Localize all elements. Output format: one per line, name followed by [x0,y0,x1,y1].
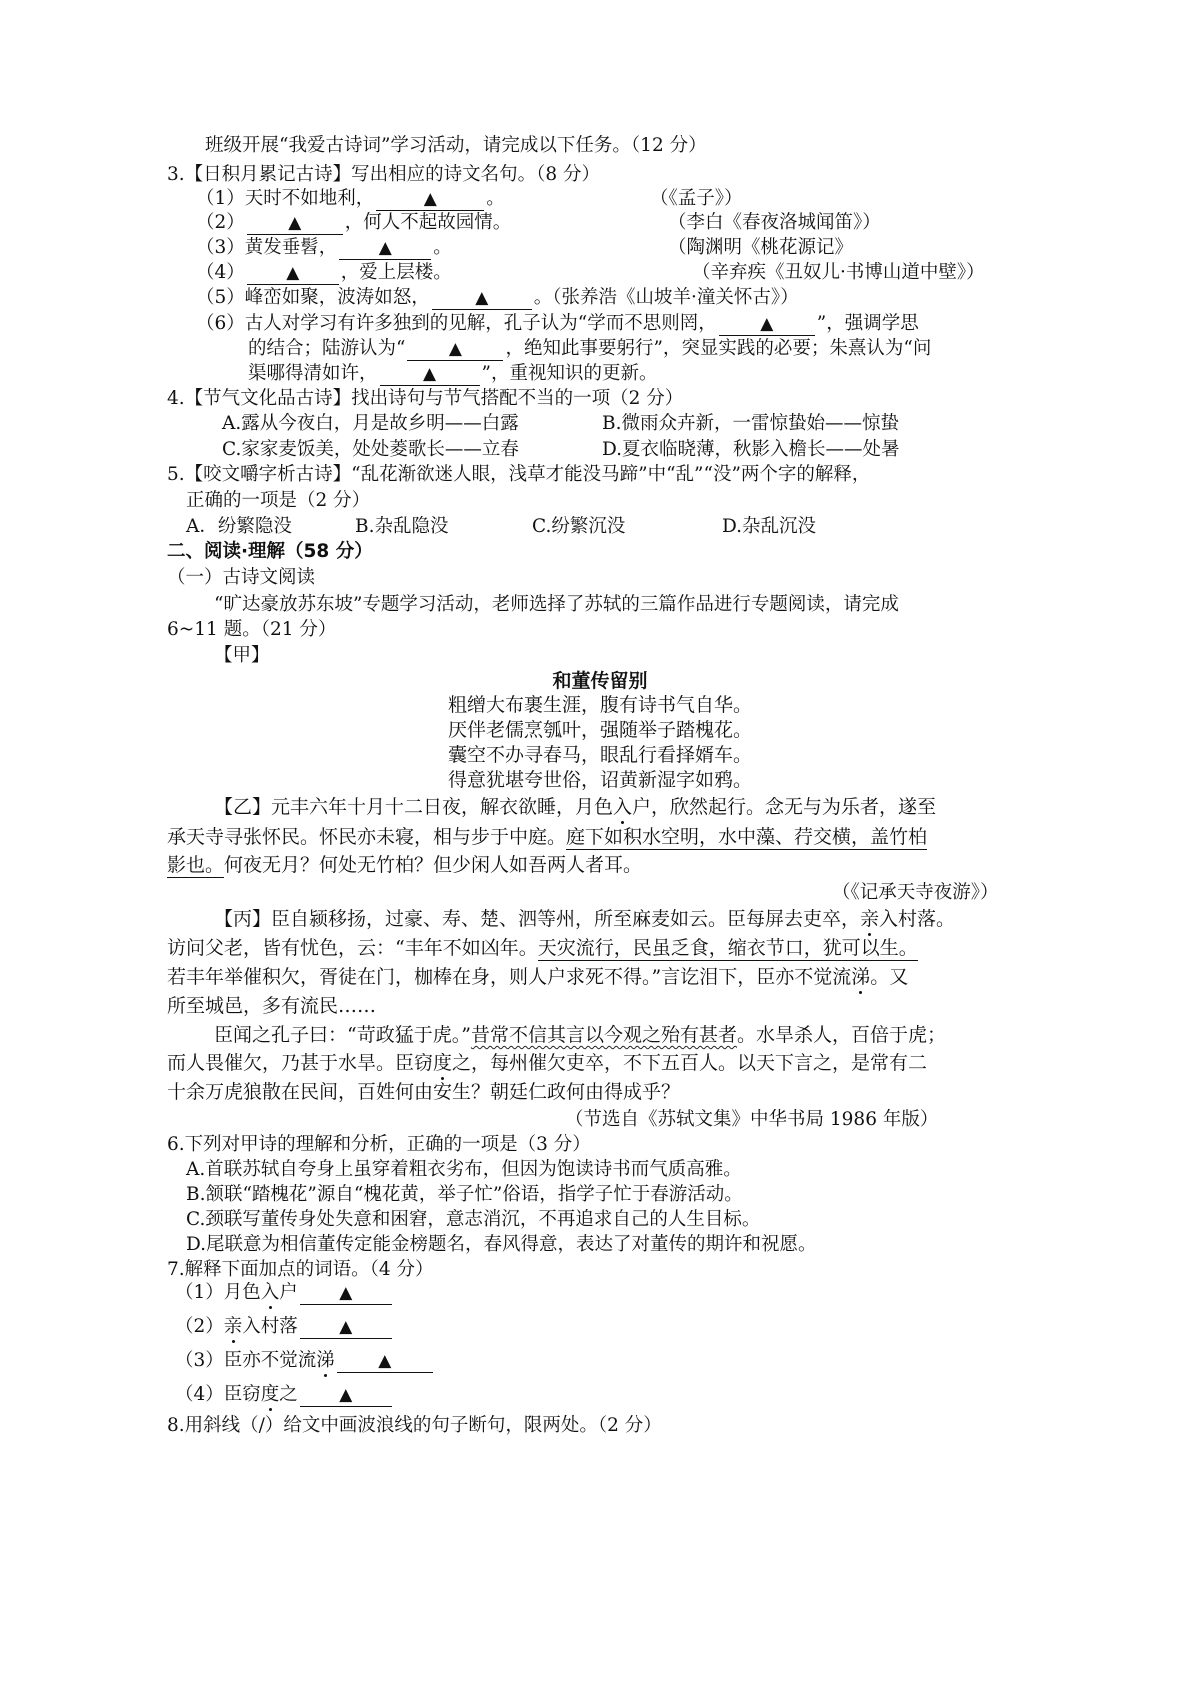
q3-item-1-source: （《孟子》） [650,188,743,209]
underlined-sentence: 影也。 [167,854,225,876]
yi-paragraph-line: 承天寺寻张怀民。怀民亦未寝，相与步于中庭。庭下如积水空明，水中藻、荇交横，盖竹柏 [167,826,928,848]
q3-item-6-line2: 的结合；陆游认为“ ▲ ，绝知此事要躬行”，突显实践的必要；朱熹认为“问 [248,338,932,359]
yi-source: （《记承天寺夜游》） [832,882,999,903]
yi-paragraph-line: 【乙】元丰六年十月十二日夜，解衣欲睡，月色入户，欣然起行。念无与为乐者，遂至 [214,796,937,818]
poem-line: 粗缯大布裹生涯，腹有诗书气自华。 [447,694,752,716]
answer-blank[interactable]: ▲ [719,313,815,336]
bing-paragraph-line: 十余万虎狼散在民间，百姓何由安生？朝廷仁政何由得成乎？ [167,1081,681,1103]
intro-text: 班级开展“我爱古诗词”学习活动，请完成以下任务。（12 分） [205,135,707,156]
q3-item-4-source: （辛弃疾《丑奴儿·书博山道中壁》） [692,262,985,283]
q3-item-6-line3: 渠哪得清如许， ▲ ”，重视知识的更新。 [248,363,658,384]
q7-title: 7.解释下面加点的词语。（4 分） [167,1259,434,1280]
q3-item-2-source: （李白《春夜洛城闻笛》） [668,212,881,233]
wavy-underlined-sentence: 昔常不信其言以今观之殆有甚者 [470,1024,737,1046]
q3-item-5: （5）峰峦如聚，波涛如怒， ▲ 。（张养浩《山坡羊·潼关怀古》） [196,287,799,308]
answer-blank[interactable]: ▲ [300,1384,392,1407]
q5-title-cont: 正确的一项是（2 分） [186,490,371,511]
underlined-sentence: 天灾流行，民虽乏食，缩衣节口，犹可以生。 [537,937,918,959]
answer-blank[interactable]: ▲ [300,1282,392,1305]
dotted-word: 入 [260,1282,280,1303]
bing-source: （节选自《苏轼文集》中华书局 1986 年版） [565,1109,939,1130]
dotted-word: 亲 [223,1316,243,1337]
answer-blank[interactable]: ▲ [432,287,532,310]
q3-item-1: （1）天时不如地利， ▲ 。 [196,188,505,209]
q3-item-3-source: （陶渊明《桃花源记》 [668,237,854,258]
dotted-word: 涕 [851,966,871,988]
dotted-word: 度 [433,1052,453,1074]
poem-line: 厌伴老儒烹瓠叶，强随举子踏槐花。 [447,719,752,741]
q6-option-d[interactable]: D.尾联意为相信董传定能金榜题名，春风得意，表达了对董传的期许和祝愿。 [186,1234,817,1255]
topic-intro-cont: 6~11 题。（21 分） [167,619,337,640]
answer-blank[interactable]: ▲ [247,212,343,235]
answer-blank[interactable]: ▲ [376,188,484,211]
underlined-sentence: 庭下如积水空明，水中藻、荇交横，盖竹柏 [566,826,928,848]
q6-title: 6.下列对甲诗的理解和分析，正确的一项是（3 分） [167,1134,591,1155]
dotted-word: 亲 [860,908,880,930]
q3-item-2: （2） ▲ ，何人不起故园情。 [196,212,512,233]
dotted-word: 入 [613,796,633,818]
bing-paragraph-line: 所至城邑，多有流民…… [167,995,377,1017]
answer-blank[interactable]: ▲ [300,1316,392,1339]
answer-blank[interactable]: ▲ [380,363,480,386]
q6-option-a[interactable]: A.首联苏轼自夸身上虽穿着粗衣劣布，但因为饱读诗书而气质高雅。 [186,1159,742,1180]
answer-blank[interactable]: ▲ [337,1350,433,1373]
poem-title: 和董传留别 [552,670,648,692]
q4-option-c[interactable]: C.家家麦饭美，处处菱歌长——立春 [222,439,519,460]
bing-paragraph-line: 而人畏催欠，乃甚于水旱。臣窃度之，每州催欠吏卒，不下五百人。以天下言之，是常有二 [167,1052,928,1074]
q7-item-4: （4）臣窃度之 ▲ [175,1383,394,1407]
subsection-heading: （一）古诗文阅读 [167,567,316,588]
q3-item-4: （4） ▲ ，爱上层楼。 [196,262,452,283]
q5-title: 5.【咬文嚼字析古诗】“乱花渐欲迷人眼，浅草才能没马蹄”中“乱”“没”两个字的解释， [167,464,871,485]
q3-item-3: （3）黄发垂髫， ▲ 。 [196,237,452,258]
topic-intro: “旷达豪放苏东坡”专题学习活动，老师选择了苏轼的三篇作品进行专题阅读，请完成 [214,594,899,615]
bing-paragraph-line: 访问父老，皆有忧色，云：“丰年不如凶年。天灾流行，民虽乏食，缩衣节口，犹可以生。 [167,937,918,959]
q4-option-d[interactable]: D.夏衣临晓薄，秋影入檐长——处暑 [602,439,900,460]
q6-option-b[interactable]: B.颔联“踏槐花”源自“槐花黄，举子忙”俗语，指学子忙于春游活动。 [186,1184,743,1205]
q5-option-b[interactable]: B.杂乱隐没 [355,516,449,537]
poem-line: 得意犹堪夸世俗，诏黄新湿字如鸦。 [447,769,752,791]
q4-option-a[interactable]: A.露从今夜白，月是故乡明——白露 [222,413,519,434]
q5-option-a[interactable]: A．纷繁隐没 [186,516,292,537]
q7-item-1: （1）月色入户 ▲ [175,1281,394,1305]
poem-line: 囊空不办寻春马，眼乱行看择婿车。 [447,744,752,766]
dotted-word: 涕 [316,1350,335,1371]
dotted-word: 度 [260,1384,280,1405]
section-heading: 二、阅读·理解（58 分） [167,541,373,562]
text-label-jia: 【甲】 [214,645,270,666]
bing-paragraph-line: 若丰年举催积欠，胥徒在门，枷棒在身，则人户求死不得。”言讫泪下，臣亦不觉流涕。又 [167,966,909,988]
q8-title: 8.用斜线（/）给文中画波浪线的句子断句，限两处。（2 分） [167,1415,662,1436]
q4-title: 4.【节气文化品古诗】找出诗句与节气搭配不当的一项（2 分） [167,388,684,409]
yi-paragraph-line: 影也。何夜无月？何处无竹柏？但少闲人如吾两人者耳。 [167,854,643,876]
q6-option-c[interactable]: C.颈联写董传身处失意和困窘，意志消沉，不再追求自己的人生目标。 [186,1209,761,1230]
q7-item-3: （3）臣亦不觉流涕 ▲ [175,1349,435,1373]
q7-item-2: （2）亲入村落 ▲ [175,1315,394,1339]
q5-option-c[interactable]: C.纷繁沉没 [532,516,626,537]
q3-title: 3.【日积月累记古诗】写出相应的诗文名句。（8 分） [167,164,601,185]
bing-paragraph-line: 【丙】臣自颍移扬，过豪、寿、楚、泗等州，所至麻麦如云。臣每屏去吏卒，亲入村落。 [214,908,956,930]
q5-option-d[interactable]: D.杂乱沉没 [722,516,817,537]
q4-option-b[interactable]: B.微雨众卉新，一雷惊蛰始——惊蛰 [602,413,899,434]
q3-item-6-line1: （6）古人对学习有许多独到的见解，孔子认为“学而不思则罔， ▲ ”，强调学思 [196,313,919,334]
answer-blank[interactable]: ▲ [339,237,431,260]
answer-blank[interactable]: ▲ [407,338,503,361]
bing-paragraph-line: 臣闻之孔子曰：“苛政猛于虎。”昔常不信其言以今观之殆有甚者。水旱杀人，百倍于虎； [214,1024,946,1046]
answer-blank[interactable]: ▲ [247,262,339,285]
